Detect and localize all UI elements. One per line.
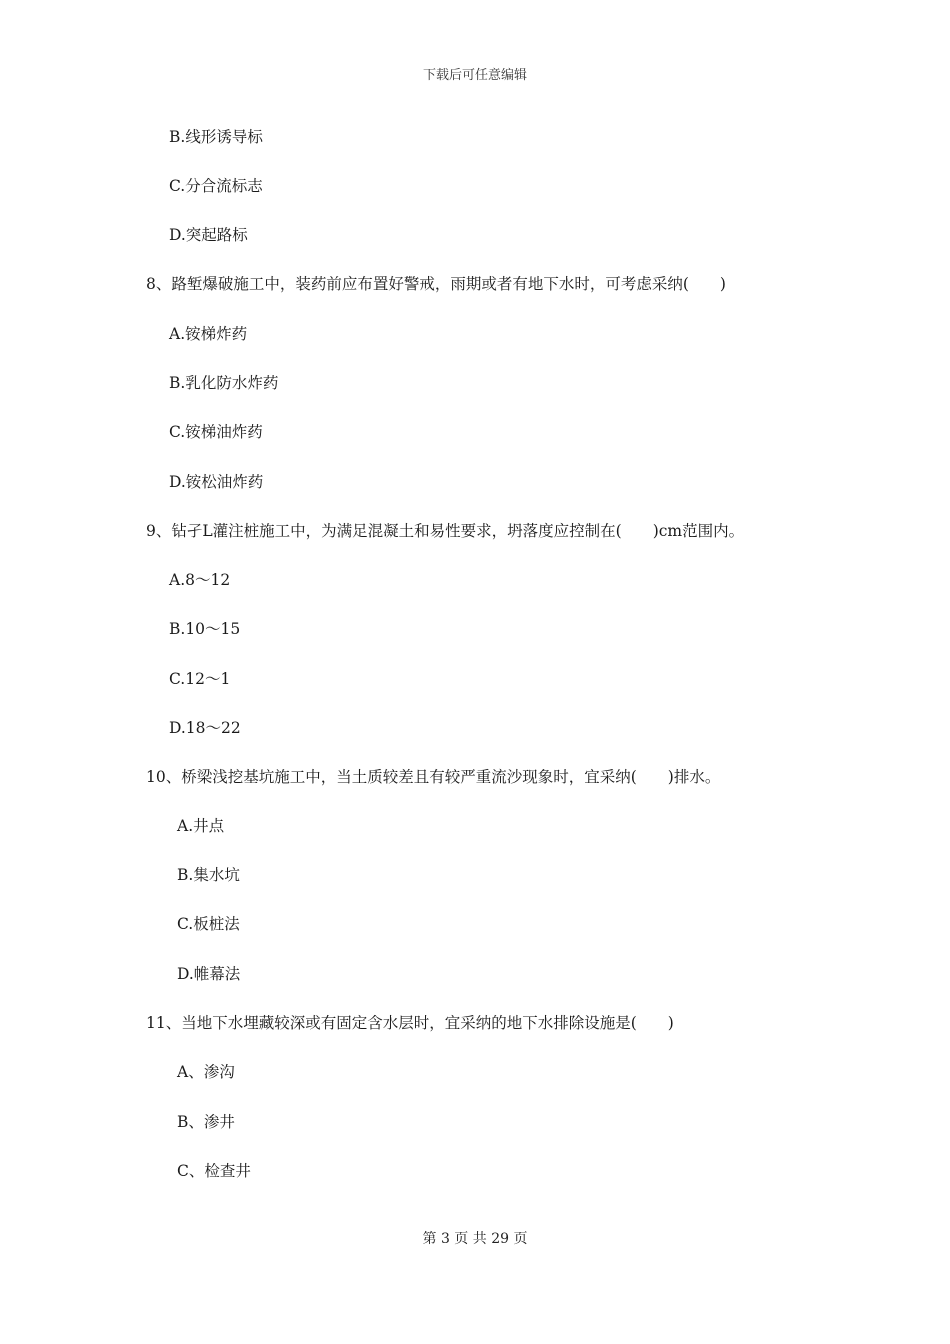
question-10-option-a: A.井点 (177, 817, 225, 835)
question-8-option-c: C.铵梯油炸药 (169, 423, 263, 441)
question-10-option-c: C.板桩法 (177, 915, 240, 933)
question-11: 11、当地下水埋藏较深或有固定含水层时，宜采纳的地下水排除设施是( ) (146, 1014, 674, 1032)
question-10: 10、桥梁浅挖基坑施工中，当土质较差且有较严重流沙现象时，宜采纳( )排水。 (146, 768, 721, 786)
question-11-option-c: C、检查井 (177, 1162, 251, 1180)
page-footer: 第 3 页 共 29 页 (422, 1231, 528, 1247)
page-header: 下载后可任意编辑 (422, 68, 527, 83)
question-10-option-b: B.集水坑 (177, 866, 240, 884)
question-9-option-a: A.8～12 (169, 571, 231, 589)
question-9: 9、钻孑L灌注桩施工中，为满足混凝土和易性要求，坍落度应控制在( )cm范围内。 (146, 522, 745, 540)
question-11-option-a: A、渗沟 (177, 1063, 235, 1081)
question-9-option-c: C.12～1 (169, 670, 231, 688)
question-10-option-d: D.帷幕法 (177, 965, 241, 983)
question-11-option-b: B、渗井 (177, 1113, 235, 1131)
option-c-merge-diverge-sign: C.分合流标志 (169, 177, 263, 195)
question-8: 8、路堑爆破施工中，装药前应布置好警戒，雨期或者有地下水时，可考虑采纳( ) (146, 275, 726, 293)
question-9-option-b: B.10～15 (169, 620, 241, 638)
question-8-option-a: A.铵梯炸药 (169, 325, 248, 343)
option-b-line-guide-sign: B.线形诱导标 (169, 128, 263, 146)
question-8-option-d: D.铵松油炸药 (169, 473, 264, 491)
question-8-option-b: B.乳化防水炸药 (169, 374, 279, 392)
option-d-raised-marker: D.突起路标 (169, 226, 248, 244)
question-9-option-d: D.18～22 (169, 719, 241, 737)
